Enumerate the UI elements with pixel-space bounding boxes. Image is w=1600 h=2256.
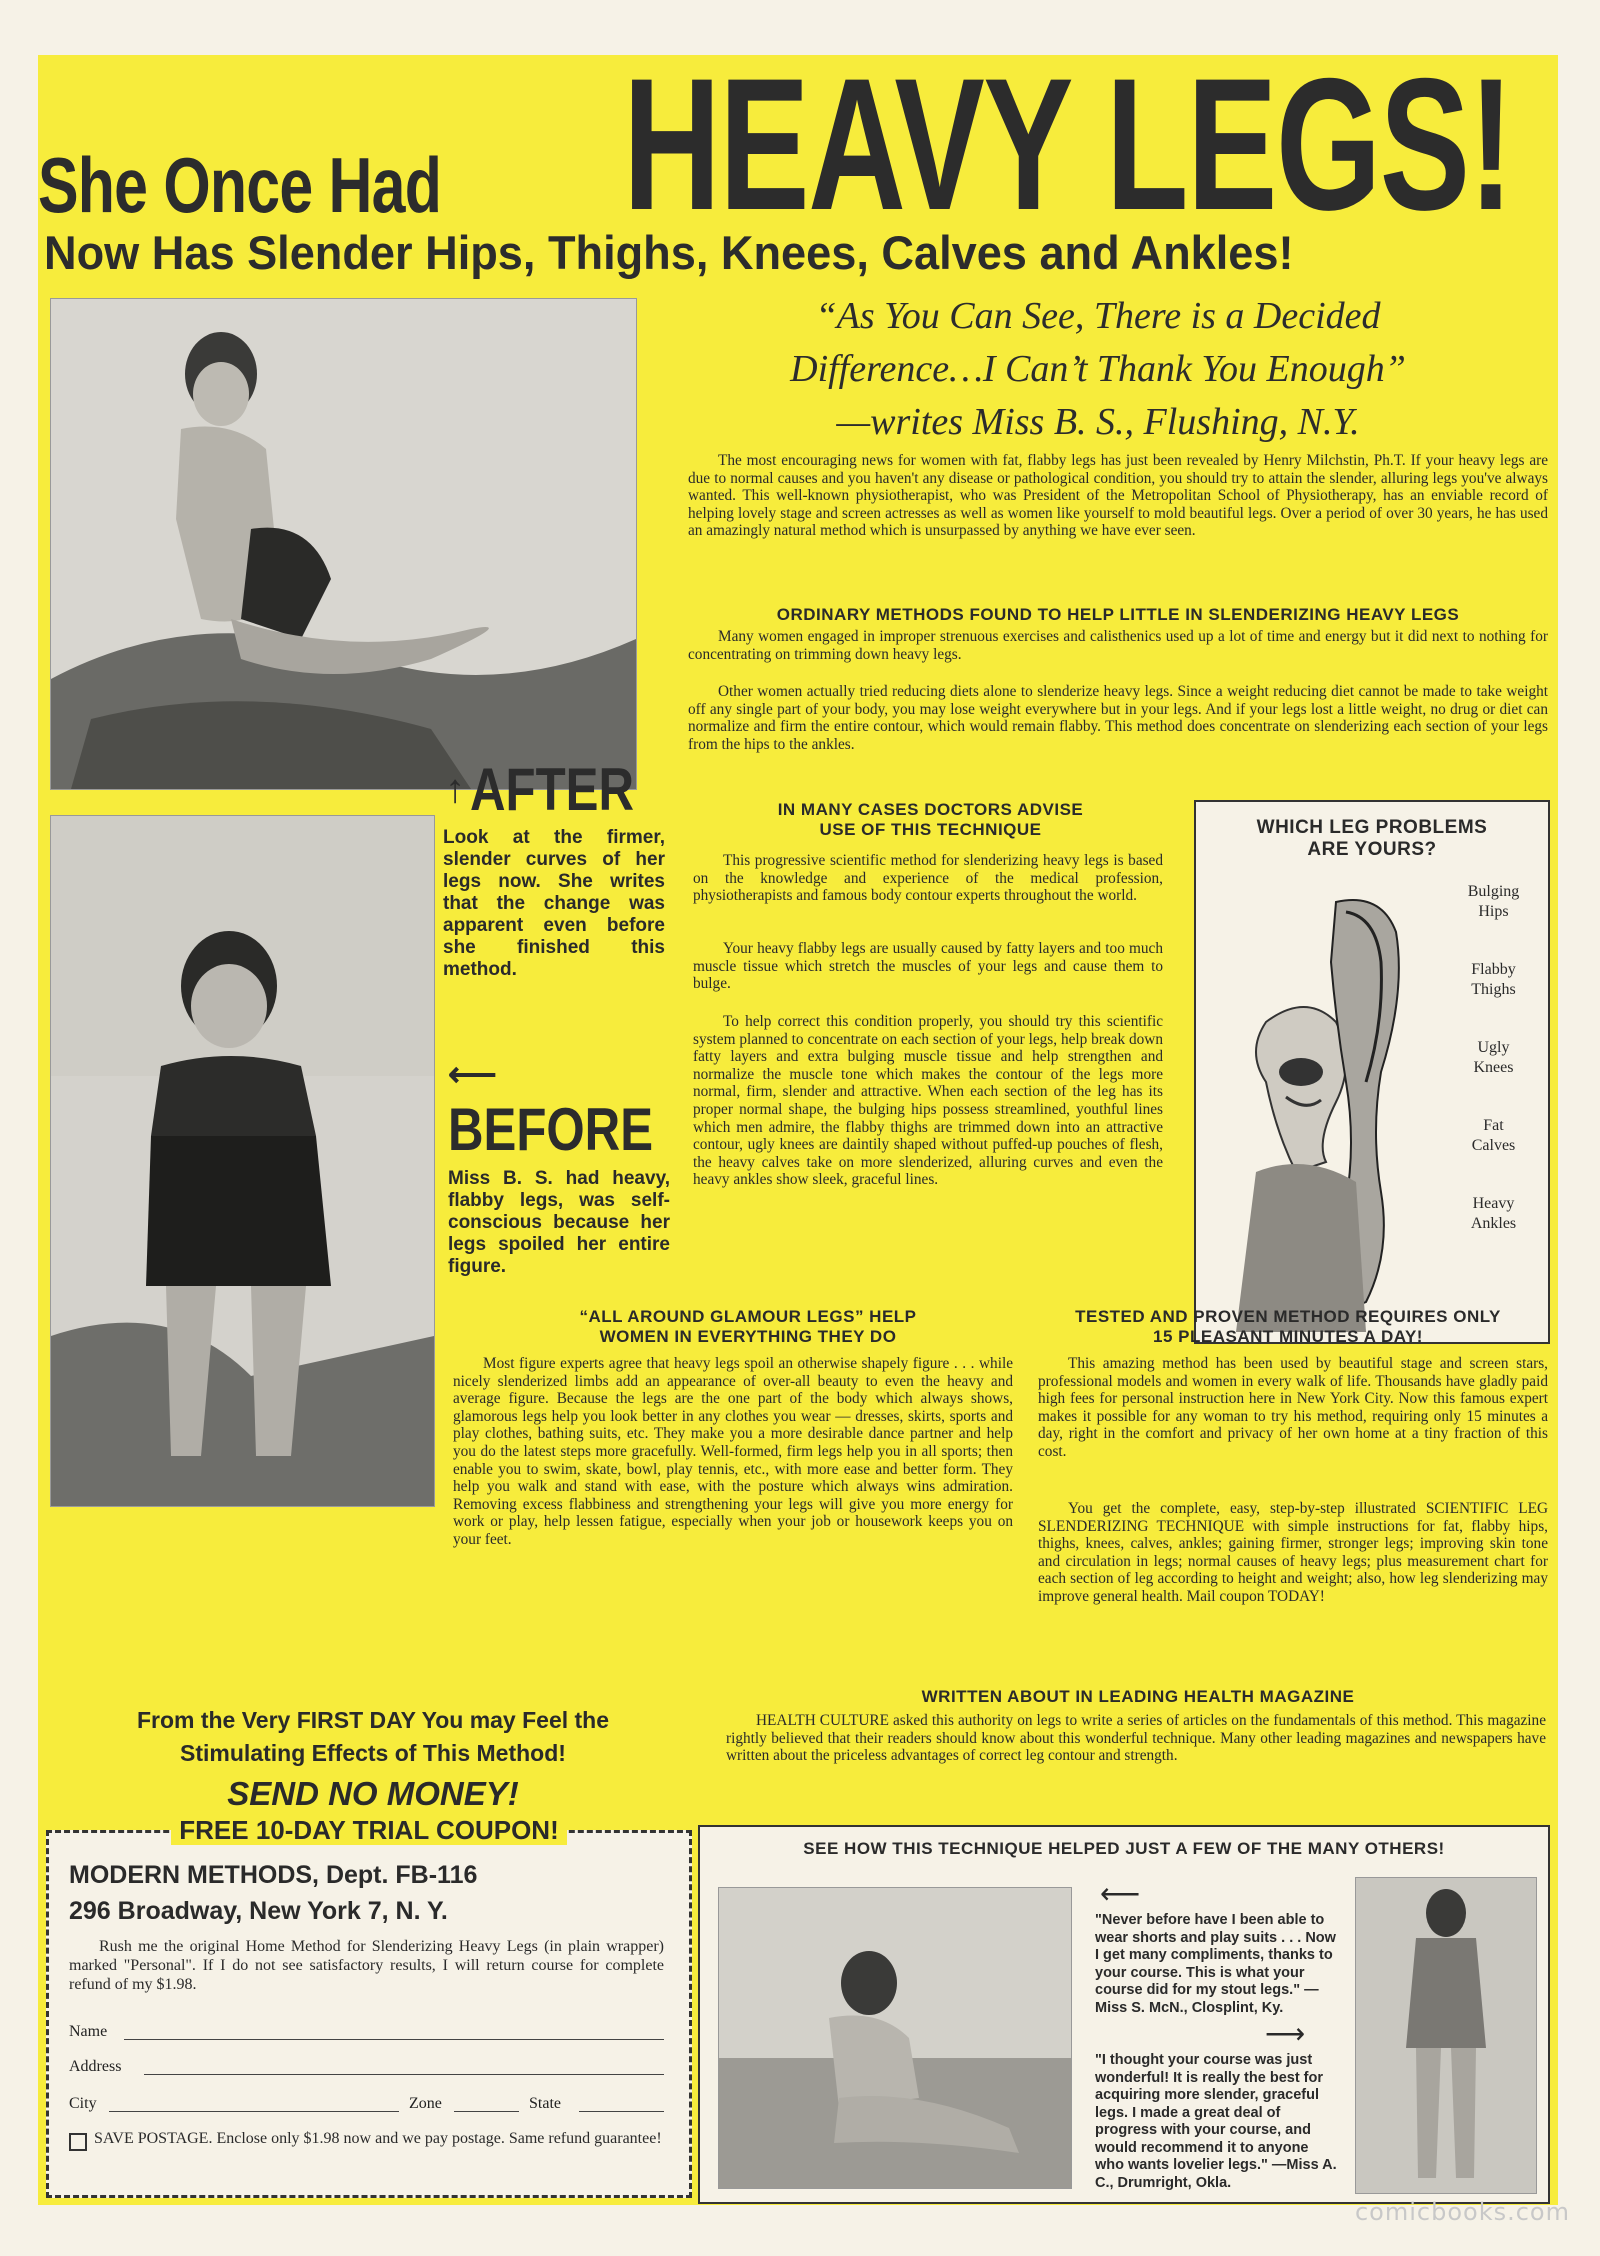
section-heading-glamour-line1: “ALL AROUND GLAMOUR LEGS” HELP <box>579 1307 917 1326</box>
leg-problems-box <box>1194 800 1550 1344</box>
coupon-title <box>49 1815 689 1846</box>
headline-lead: She Once Had <box>38 141 442 229</box>
testimonial-photo-reclining <box>718 1887 1072 2189</box>
problem-ankles: Heavy Ankles <box>1470 1195 1517 1232</box>
cta-line-2: Stimulating Effects of This Method! <box>180 1740 566 1766</box>
state-label: State <box>529 2095 561 2112</box>
name-label: Name <box>69 2023 108 2040</box>
address-label: Address <box>69 2058 122 2075</box>
section-heading-doctors-line1: IN MANY CASES DOCTORS ADVISE <box>777 800 1084 819</box>
problem-thighs: Flabby Thighs <box>1471 961 1516 998</box>
before-photo <box>50 815 435 1507</box>
send-no-money: SEND NO MONEY! <box>227 1775 519 1812</box>
section-glamour-p1: Most figure experts agree that heavy legs spoil an otherwise shapely figure . . . while nicely slenderized limbs add an appearance of over-all beauty to even the heavy and average figure. Because the legs are the one part of the body which always shows, glamorous legs help you look better in any clothes you wear — dresses, skirts, sports and play clothes, bathing suits, etc. They make you a more desirable dance partner and help you do the latest steps more gracefully. Well-formed, firm legs help you in all sports; then enable you to swim, skate, bowl, play tennis, etc., with more ease and better form. They help you walk and stand with ease, with the posture which always wins admiration. Removing excess flabbiness and strengthening your legs will give you more energy for work or play, help lessen fatigue, especially when your job or housework keeps you on your feet. <box>453 1355 1013 1548</box>
coupon-name-field[interactable] <box>69 2023 664 2049</box>
leg-diagram-illustration <box>1206 872 1446 1332</box>
after-caption: Look at the firmer, slender curves of her legs now. She writes that the change was apparent even before she finished this method. <box>443 827 665 980</box>
postage-checkbox[interactable] <box>69 2133 87 2151</box>
headline-main: HEAVY LEGS! <box>623 39 1513 249</box>
section-doctors-p2: Your heavy flabby legs are usually caused by fatty layers and too much muscle tissue which stretch the muscles of your legs and cause them to bulge. <box>693 940 1163 993</box>
section-heading-tested-line1: TESTED AND PROVEN METHOD REQUIRES ONLY <box>1075 1307 1501 1326</box>
section-heading-doctors-line2: USE OF THIS TECHNIQUE <box>819 820 1042 839</box>
testimonials-heading: SEE HOW THIS TECHNIQUE HELPED JUST A FEW OF THE MANY OTHERS! <box>803 1839 1445 1858</box>
after-arrow-icon: ↑ <box>445 767 465 811</box>
cta-line-1: From the Very FIRST DAY You may Feel the <box>136 1707 610 1733</box>
testimonial-quote <box>658 290 1538 449</box>
section-ordinary-methods-p2: Other women actually tried reducing diets alone to slenderize heavy legs. Since a weight reducing diet cannot be made to take weight off any single part of your body, you may lose weight everywhere but in your legs. And if your legs lost a little weight, no drug or diet can normalize and firm the entire contour, which would remain flabby. This method does concentrate on slenderizing each section of your legs from the hips to the ankles. <box>688 683 1548 753</box>
leg-problems-title-line2: ARE YOURS? <box>1307 839 1437 860</box>
section-heading-tested-line2: 15 PLEASANT MINUTES A DAY! <box>1153 1327 1423 1346</box>
section-doctors-p3: To help correct this condition properly, you should try this scientific system planned to concentrate on each section of your legs, help break down fatty layers and extra bulging muscle tissue and help strengthen and normalize the muscle tone which makes the contour of the legs more normal, firm, slender and attractive. When each section of the leg has its proper normal shape, the bulging hips possess streamlined, youthful lines which men admire, the flabby thighs are trimmed down into an attractive contour, ugly knees are daintily shaped without puffed-up pouches of flesh, the heavy calves take on more slenderized, alluring curves and even the heavy ankles show sleek, graceful lines. <box>693 1013 1163 1189</box>
trial-coupon[interactable] <box>46 1815 692 2198</box>
advertisement-page <box>38 39 1558 2205</box>
section-heading-ordinary-methods: ORDINARY METHODS FOUND TO HELP LITTLE IN SLENDERIZING HEAVY LEGS <box>776 605 1460 624</box>
section-tested-p2: You get the complete, easy, step-by-step illustrated SCIENTIFIC LEG SLENDERIZING TECHNIQUE with simple instructions for fat, flabby hips, thighs, knees, calves, ankles; gaining firmer, stronger legs; improving skin tone and circulation in legs; normal causes of heavy legs; plus measurement chart for each section of leg according to height and weight; also, how leg slenderizing may improve general health. Mail coupon TODAY! <box>1038 1500 1548 1605</box>
testimonial-2: "I thought your course was just wonderful! It is really the best for acquiring more slender, graceful legs. I made a great deal of progress with your course, and would recommend it to anyone who wants lovelier legs." —Miss A. C., Drumright, Okla. <box>1095 2052 1337 2191</box>
section-heading-magazine: WRITTEN ABOUT IN LEADING HEALTH MAGAZINE <box>921 1687 1355 1706</box>
leg-problems-list <box>1446 882 1541 1234</box>
section-doctors-p1: This progressive scientific method for slenderizing heavy legs is based on the knowledge and experience of the medical profession, physiotherapists and famous body contour experts throughout the world. <box>693 852 1163 905</box>
coupon-city-field[interactable] <box>69 2095 664 2121</box>
problem-hips: Bulging Hips <box>1467 883 1520 920</box>
zone-label: Zone <box>409 2095 442 2112</box>
quote-line-2: Difference…I Can’t Thank You Enough” <box>790 348 1406 390</box>
intro-paragraph: The most encouraging news for women with fat, flabby legs has just been revealed by Henry Milchstin, Ph.T. If your heavy legs are due to normal causes and you haven't any disease or pathological condition, you should try to attain the slender, alluring legs you've always wanted. This well-known physiotherapist, who was President of the Metropolitan School of Physiotherapy, has an enviable record of helping lovely stage and screen actresses as well as women like yourself to mold beautiful legs. Over a period of over 30 years, he has used an amazingly natural method which is unsurpassed by anything we have ever seen. <box>688 452 1548 540</box>
section-tested-p1: This amazing method has been used by beautiful stage and screen stars, professional models and women in every walk of life. Thousands have gladly paid high fees for personal instruction here in New York City. Now this famous expert makes it possible for any woman to try his method, requiring only 15 minutes a day, right in the comfort and privacy of her own home at a tiny fraction of this cost. <box>1038 1355 1548 1460</box>
coupon-body: Rush me the original Home Method for Slenderizing Heavy Legs (in plain wrapper) marked "Personal". If I do not see satisfactory results, I will return course for complete refund of my $1.98. <box>69 1938 664 1993</box>
problem-knees: Ugly Knees <box>1473 1039 1514 1076</box>
watermark: comicbooks.com <box>1354 2198 1570 2226</box>
quote-line-1: “As You Can See, There is a Decided <box>815 295 1381 337</box>
coupon-address-field[interactable] <box>69 2058 664 2084</box>
leg-problems-title-line1: WHICH LEG PROBLEMS <box>1256 817 1488 838</box>
before-caption: Miss B. S. had heavy, flabby legs, was self-conscious because her legs spoiled her entire figure. <box>448 1168 670 1277</box>
city-label: City <box>69 2095 97 2112</box>
testimonial-arrow-right-icon: ⟶ <box>1265 2018 1306 2049</box>
coupon-title-text: FREE 10-DAY TRIAL COUPON! <box>171 1815 566 1845</box>
coupon-company: MODERN METHODS, Dept. FB-116 <box>69 1861 478 1889</box>
after-photo <box>50 298 637 790</box>
section-heading-glamour-line2: WOMEN IN EVERYTHING THEY DO <box>599 1327 897 1346</box>
testimonial-photo-standing <box>1355 1877 1537 2194</box>
section-ordinary-methods-p1: Many women engaged in improper strenuous exercises and calisthenics used up a lot of time and energy but it did next to nothing for concentrating on trimming down heavy legs. <box>688 628 1548 663</box>
coupon-address: 296 Broadway, New York 7, N. Y. <box>69 1897 448 1925</box>
before-arrow-icon: ⟵ <box>448 1056 497 1094</box>
problem-calves: Fat Calves <box>1471 1117 1516 1154</box>
section-magazine-p1: HEALTH CULTURE asked this authority on legs to write a series of articles on the fundamentals of this method. This magazine rightly believed that their readers should know about this wonderful technique. Many other leading magazines and newspapers have written about the priceless advantages of correct leg contour and strength. <box>726 1712 1546 1765</box>
after-label: AFTER <box>470 756 634 823</box>
headline-sub: Now Has Slender Hips, Thighs, Knees, Calves and Ankles! <box>44 226 1294 279</box>
testimonials-box <box>698 1825 1550 2204</box>
quote-line-3: —writes Miss B. S., Flushing, N.Y. <box>836 401 1360 443</box>
coupon-postage: SAVE POSTAGE. Enclose only $1.98 now and we pay postage. Same refund guarantee! <box>94 2130 662 2147</box>
before-label: BEFORE <box>448 1096 654 1163</box>
testimonial-arrow-left-icon: ⟵ <box>1100 1878 1141 1909</box>
testimonial-1: "Never before have I been able to wear shorts and play suits . . . Now I get many compliments, thanks to your course. This is what your course did for my stout legs." —Miss S. McN., Closplint, Ky. <box>1095 1912 1336 2016</box>
